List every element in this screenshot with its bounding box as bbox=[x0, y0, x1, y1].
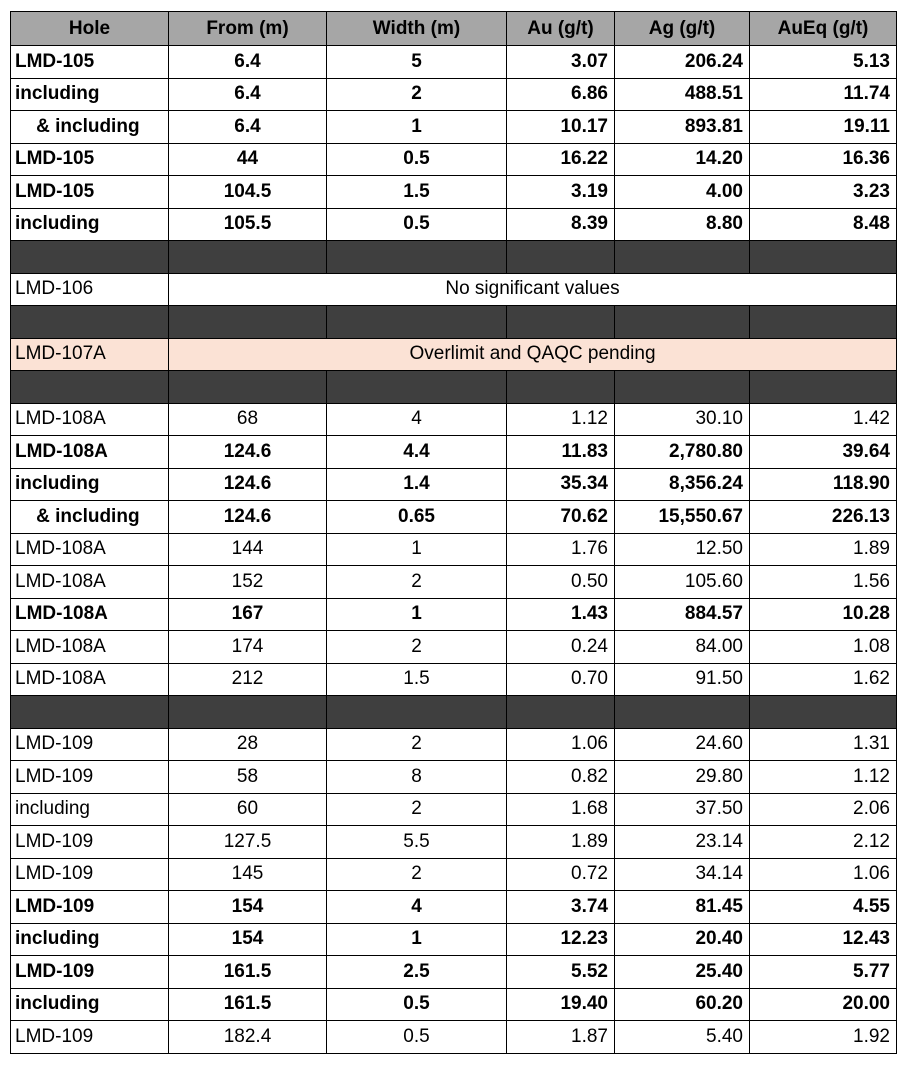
separator-cell bbox=[169, 371, 327, 404]
table-body bbox=[11, 46, 897, 1054]
note-message: Overlimit and QAQC pending bbox=[169, 338, 897, 371]
separator-row bbox=[11, 241, 897, 274]
width-cell: 5 bbox=[327, 46, 507, 79]
from-cell: 104.5 bbox=[169, 176, 327, 209]
width-cell: 0.5 bbox=[327, 1021, 507, 1054]
table-row bbox=[11, 111, 897, 144]
from-cell: 124.6 bbox=[169, 468, 327, 501]
from-cell: 28 bbox=[169, 728, 327, 761]
width-cell: 4 bbox=[327, 403, 507, 436]
au-cell: 70.62 bbox=[507, 501, 615, 534]
separator-cell bbox=[750, 241, 897, 274]
from-cell: 154 bbox=[169, 923, 327, 956]
au-cell: 0.24 bbox=[507, 631, 615, 664]
ag-cell: 23.14 bbox=[615, 826, 750, 859]
separator-cell bbox=[11, 696, 169, 729]
drill-results-table bbox=[10, 11, 897, 1054]
separator-cell bbox=[11, 241, 169, 274]
aueq-cell: 1.08 bbox=[750, 631, 897, 664]
ag-cell: 4.00 bbox=[615, 176, 750, 209]
table-row bbox=[11, 956, 897, 989]
au-cell: 3.19 bbox=[507, 176, 615, 209]
separator-row bbox=[11, 696, 897, 729]
separator-cell bbox=[507, 696, 615, 729]
from-cell: 161.5 bbox=[169, 988, 327, 1021]
from-cell: 182.4 bbox=[169, 1021, 327, 1054]
aueq-cell: 118.90 bbox=[750, 468, 897, 501]
aueq-cell: 5.77 bbox=[750, 956, 897, 989]
au-cell: 3.74 bbox=[507, 891, 615, 924]
au-cell: 1.68 bbox=[507, 793, 615, 826]
separator-cell bbox=[750, 371, 897, 404]
table-row bbox=[11, 1021, 897, 1054]
hole-cell: LMD-105 bbox=[11, 143, 169, 176]
hole-cell: LMD-108A bbox=[11, 598, 169, 631]
au-cell: 11.83 bbox=[507, 436, 615, 469]
table-row bbox=[11, 566, 897, 599]
hole-cell: LMD-108A bbox=[11, 403, 169, 436]
ag-cell: 2,780.80 bbox=[615, 436, 750, 469]
table-row bbox=[11, 403, 897, 436]
from-cell: 124.6 bbox=[169, 436, 327, 469]
separator-cell bbox=[750, 696, 897, 729]
header-au: Au (g/t) bbox=[507, 12, 615, 46]
width-cell: 2.5 bbox=[327, 956, 507, 989]
width-cell: 1 bbox=[327, 923, 507, 956]
separator-cell bbox=[507, 241, 615, 274]
au-cell: 0.50 bbox=[507, 566, 615, 599]
aueq-cell: 39.64 bbox=[750, 436, 897, 469]
header-hole: Hole bbox=[11, 12, 169, 46]
aueq-cell: 2.06 bbox=[750, 793, 897, 826]
table-row bbox=[11, 436, 897, 469]
hole-cell: LMD-106 bbox=[11, 273, 169, 306]
aueq-cell: 5.13 bbox=[750, 46, 897, 79]
ag-cell: 29.80 bbox=[615, 761, 750, 794]
separator-cell bbox=[169, 306, 327, 339]
table-row bbox=[11, 631, 897, 664]
hole-cell: LMD-109 bbox=[11, 1021, 169, 1054]
table-row bbox=[11, 208, 897, 241]
aueq-cell: 2.12 bbox=[750, 826, 897, 859]
separator-row bbox=[11, 371, 897, 404]
table-row bbox=[11, 923, 897, 956]
from-cell: 6.4 bbox=[169, 78, 327, 111]
ag-cell: 14.20 bbox=[615, 143, 750, 176]
width-cell: 8 bbox=[327, 761, 507, 794]
au-cell: 8.39 bbox=[507, 208, 615, 241]
aueq-cell: 1.62 bbox=[750, 663, 897, 696]
hole-cell: LMD-105 bbox=[11, 46, 169, 79]
hole-cell: LMD-109 bbox=[11, 891, 169, 924]
from-cell: 161.5 bbox=[169, 956, 327, 989]
hole-cell: LMD-108A bbox=[11, 631, 169, 664]
separator-cell bbox=[327, 696, 507, 729]
table-row bbox=[11, 728, 897, 761]
aueq-cell: 1.06 bbox=[750, 858, 897, 891]
from-cell: 58 bbox=[169, 761, 327, 794]
au-cell: 6.86 bbox=[507, 78, 615, 111]
table-row bbox=[11, 663, 897, 696]
width-cell: 1 bbox=[327, 533, 507, 566]
table-row bbox=[11, 826, 897, 859]
from-cell: 124.6 bbox=[169, 501, 327, 534]
ag-cell: 34.14 bbox=[615, 858, 750, 891]
ag-cell: 893.81 bbox=[615, 111, 750, 144]
ag-cell: 105.60 bbox=[615, 566, 750, 599]
table-row bbox=[11, 176, 897, 209]
width-cell: 2 bbox=[327, 858, 507, 891]
au-cell: 1.43 bbox=[507, 598, 615, 631]
from-cell: 127.5 bbox=[169, 826, 327, 859]
width-cell: 0.65 bbox=[327, 501, 507, 534]
aueq-cell: 10.28 bbox=[750, 598, 897, 631]
separator-cell bbox=[507, 306, 615, 339]
separator-cell bbox=[507, 371, 615, 404]
from-cell: 154 bbox=[169, 891, 327, 924]
hole-cell: LMD-105 bbox=[11, 176, 169, 209]
width-cell: 2 bbox=[327, 793, 507, 826]
separator-cell bbox=[327, 371, 507, 404]
separator-cell bbox=[169, 696, 327, 729]
hole-cell: LMD-107A bbox=[11, 338, 169, 371]
hole-cell: including bbox=[11, 208, 169, 241]
aueq-cell: 1.56 bbox=[750, 566, 897, 599]
from-cell: 145 bbox=[169, 858, 327, 891]
hole-cell: including bbox=[11, 923, 169, 956]
from-cell: 152 bbox=[169, 566, 327, 599]
width-cell: 2 bbox=[327, 566, 507, 599]
from-cell: 60 bbox=[169, 793, 327, 826]
hole-cell: LMD-108A bbox=[11, 533, 169, 566]
au-cell: 12.23 bbox=[507, 923, 615, 956]
hole-cell: & including bbox=[11, 111, 169, 144]
from-cell: 6.4 bbox=[169, 111, 327, 144]
from-cell: 6.4 bbox=[169, 46, 327, 79]
width-cell: 1 bbox=[327, 111, 507, 144]
au-cell: 16.22 bbox=[507, 143, 615, 176]
ag-cell: 60.20 bbox=[615, 988, 750, 1021]
header-ag: Ag (g/t) bbox=[615, 12, 750, 46]
au-cell: 3.07 bbox=[507, 46, 615, 79]
hole-cell: including bbox=[11, 793, 169, 826]
aueq-cell: 11.74 bbox=[750, 78, 897, 111]
aueq-cell: 4.55 bbox=[750, 891, 897, 924]
note-row bbox=[11, 273, 897, 306]
from-cell: 44 bbox=[169, 143, 327, 176]
table-row bbox=[11, 46, 897, 79]
aueq-cell: 1.12 bbox=[750, 761, 897, 794]
separator-cell bbox=[750, 306, 897, 339]
au-cell: 0.82 bbox=[507, 761, 615, 794]
width-cell: 4.4 bbox=[327, 436, 507, 469]
header-width: Width (m) bbox=[327, 12, 507, 46]
width-cell: 0.5 bbox=[327, 143, 507, 176]
width-cell: 0.5 bbox=[327, 988, 507, 1021]
au-cell: 0.72 bbox=[507, 858, 615, 891]
au-cell: 35.34 bbox=[507, 468, 615, 501]
hole-cell: including bbox=[11, 988, 169, 1021]
aueq-cell: 8.48 bbox=[750, 208, 897, 241]
aueq-cell: 1.31 bbox=[750, 728, 897, 761]
table-row bbox=[11, 501, 897, 534]
width-cell: 4 bbox=[327, 891, 507, 924]
ag-cell: 5.40 bbox=[615, 1021, 750, 1054]
ag-cell: 20.40 bbox=[615, 923, 750, 956]
table-row bbox=[11, 858, 897, 891]
from-cell: 167 bbox=[169, 598, 327, 631]
table-row bbox=[11, 78, 897, 111]
from-cell: 212 bbox=[169, 663, 327, 696]
hole-cell: & including bbox=[11, 501, 169, 534]
au-cell: 1.89 bbox=[507, 826, 615, 859]
au-cell: 19.40 bbox=[507, 988, 615, 1021]
ag-cell: 84.00 bbox=[615, 631, 750, 664]
ag-cell: 25.40 bbox=[615, 956, 750, 989]
separator-cell bbox=[615, 306, 750, 339]
separator-cell bbox=[327, 306, 507, 339]
hole-cell: including bbox=[11, 468, 169, 501]
table-row bbox=[11, 143, 897, 176]
width-cell: 5.5 bbox=[327, 826, 507, 859]
aueq-cell: 226.13 bbox=[750, 501, 897, 534]
ag-cell: 488.51 bbox=[615, 78, 750, 111]
ag-cell: 81.45 bbox=[615, 891, 750, 924]
au-cell: 1.76 bbox=[507, 533, 615, 566]
width-cell: 1.5 bbox=[327, 176, 507, 209]
ag-cell: 8.80 bbox=[615, 208, 750, 241]
header-row bbox=[11, 12, 897, 46]
from-cell: 144 bbox=[169, 533, 327, 566]
separator-cell bbox=[615, 371, 750, 404]
from-cell: 68 bbox=[169, 403, 327, 436]
aueq-cell: 19.11 bbox=[750, 111, 897, 144]
aueq-cell: 1.92 bbox=[750, 1021, 897, 1054]
separator-cell bbox=[11, 306, 169, 339]
from-cell: 105.5 bbox=[169, 208, 327, 241]
ag-cell: 30.10 bbox=[615, 403, 750, 436]
aueq-cell: 1.42 bbox=[750, 403, 897, 436]
hole-cell: LMD-108A bbox=[11, 436, 169, 469]
table-row bbox=[11, 891, 897, 924]
hole-cell: LMD-109 bbox=[11, 761, 169, 794]
separator-cell bbox=[327, 241, 507, 274]
au-cell: 1.12 bbox=[507, 403, 615, 436]
hole-cell: LMD-108A bbox=[11, 663, 169, 696]
ag-cell: 15,550.67 bbox=[615, 501, 750, 534]
hole-cell: LMD-109 bbox=[11, 728, 169, 761]
table-row bbox=[11, 761, 897, 794]
table-row bbox=[11, 793, 897, 826]
note-row bbox=[11, 338, 897, 371]
ag-cell: 8,356.24 bbox=[615, 468, 750, 501]
table-row bbox=[11, 598, 897, 631]
header-aueq: AuEq (g/t) bbox=[750, 12, 897, 46]
width-cell: 0.5 bbox=[327, 208, 507, 241]
width-cell: 2 bbox=[327, 631, 507, 664]
width-cell: 1 bbox=[327, 598, 507, 631]
separator-cell bbox=[615, 241, 750, 274]
aueq-cell: 3.23 bbox=[750, 176, 897, 209]
width-cell: 1.4 bbox=[327, 468, 507, 501]
table-row bbox=[11, 468, 897, 501]
ag-cell: 91.50 bbox=[615, 663, 750, 696]
separator-row bbox=[11, 306, 897, 339]
width-cell: 1.5 bbox=[327, 663, 507, 696]
hole-cell: LMD-108A bbox=[11, 566, 169, 599]
aueq-cell: 16.36 bbox=[750, 143, 897, 176]
table-header bbox=[11, 12, 897, 46]
au-cell: 10.17 bbox=[507, 111, 615, 144]
au-cell: 0.70 bbox=[507, 663, 615, 696]
aueq-cell: 20.00 bbox=[750, 988, 897, 1021]
table-row bbox=[11, 988, 897, 1021]
separator-cell bbox=[11, 371, 169, 404]
width-cell: 2 bbox=[327, 78, 507, 111]
aueq-cell: 1.89 bbox=[750, 533, 897, 566]
ag-cell: 12.50 bbox=[615, 533, 750, 566]
ag-cell: 24.60 bbox=[615, 728, 750, 761]
ag-cell: 37.50 bbox=[615, 793, 750, 826]
separator-cell bbox=[169, 241, 327, 274]
aueq-cell: 12.43 bbox=[750, 923, 897, 956]
hole-cell: including bbox=[11, 78, 169, 111]
width-cell: 2 bbox=[327, 728, 507, 761]
hole-cell: LMD-109 bbox=[11, 956, 169, 989]
hole-cell: LMD-109 bbox=[11, 826, 169, 859]
ag-cell: 884.57 bbox=[615, 598, 750, 631]
au-cell: 1.06 bbox=[507, 728, 615, 761]
au-cell: 1.87 bbox=[507, 1021, 615, 1054]
au-cell: 5.52 bbox=[507, 956, 615, 989]
note-message: No significant values bbox=[169, 273, 897, 306]
from-cell: 174 bbox=[169, 631, 327, 664]
ag-cell: 206.24 bbox=[615, 46, 750, 79]
hole-cell: LMD-109 bbox=[11, 858, 169, 891]
header-from: From (m) bbox=[169, 12, 327, 46]
table-row bbox=[11, 533, 897, 566]
separator-cell bbox=[615, 696, 750, 729]
